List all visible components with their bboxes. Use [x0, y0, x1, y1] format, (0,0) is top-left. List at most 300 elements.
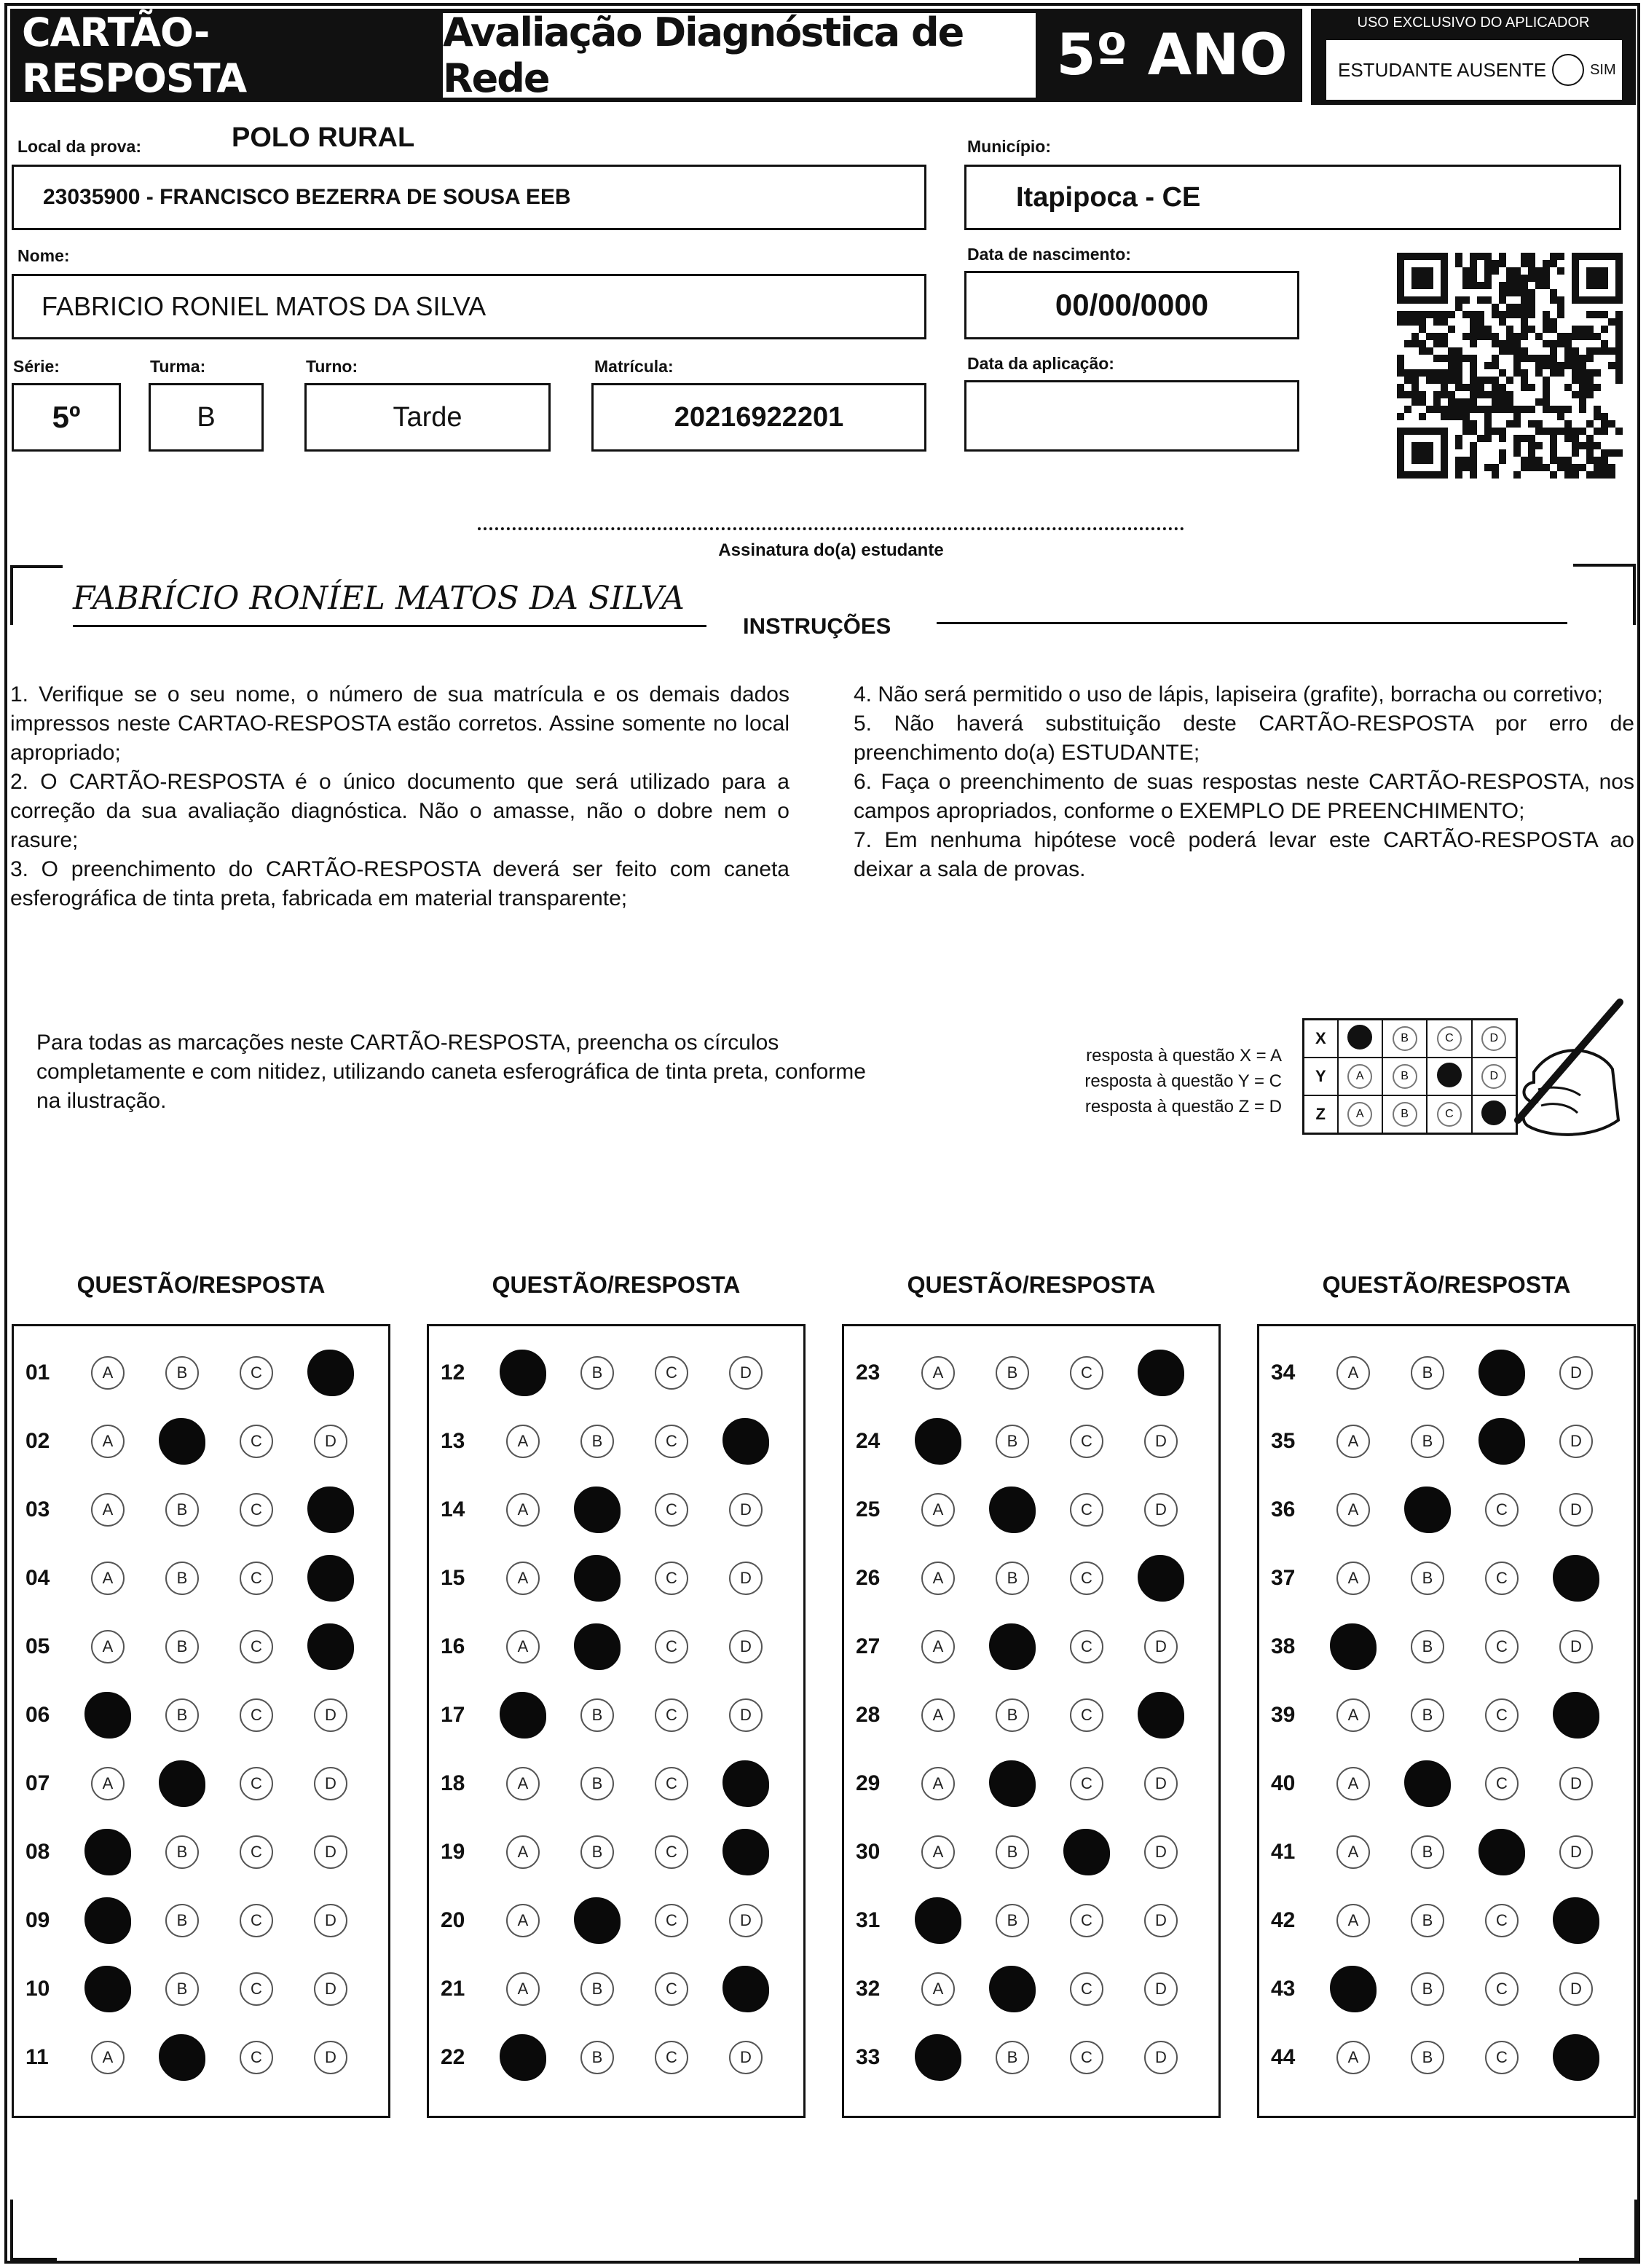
answer-bubble-d[interactable]: D [314, 1425, 347, 1458]
answer-bubble-b[interactable]: B [580, 1425, 614, 1458]
signature-label: Assinatura do(a) estudante [718, 540, 944, 560]
example-legend [991, 1043, 1282, 1119]
question-number: 44 [1271, 2045, 1296, 2069]
answer-bubble-a[interactable]: A [1336, 1425, 1370, 1458]
qr-code [1397, 252, 1623, 479]
answer-row [14, 1693, 388, 1737]
answer-row [429, 1420, 803, 1463]
answer-row [429, 1762, 803, 1806]
answer-bubble-b[interactable]: B [580, 1356, 614, 1390]
answer-bubble-b-marked[interactable] [159, 2034, 205, 2081]
answer-bubble-c[interactable]: C [655, 1630, 688, 1663]
answer-bubble-c[interactable]: C [1485, 1698, 1519, 1732]
answer-column-1 [12, 1324, 390, 2118]
answer-bubble-a[interactable]: A [921, 1972, 955, 2006]
answer-row [844, 1556, 1218, 1600]
answer-bubble-a[interactable]: A [91, 1562, 125, 1595]
answer-bubble-b[interactable]: B [996, 1562, 1029, 1595]
instructions-right [854, 680, 1634, 884]
answer-bubble-a[interactable]: A [506, 1425, 540, 1458]
answer-bubble-a[interactable]: A [506, 1493, 540, 1527]
answer-bubble-c[interactable]: C [1070, 1904, 1103, 1937]
answer-bubble-b[interactable]: B [165, 1835, 199, 1869]
answer-bubble-a-marked[interactable] [500, 1350, 546, 1396]
answer-bubble-b[interactable]: B [165, 1493, 199, 1527]
answer-bubble-a[interactable]: A [1336, 1356, 1370, 1390]
answer-bubble-a[interactable]: A [1336, 1698, 1370, 1732]
answer-row [429, 1693, 803, 1737]
answer-bubble-c[interactable]: C [1485, 1767, 1519, 1800]
answer-bubble-c[interactable]: C [240, 1835, 273, 1869]
answer-bubble-b-marked[interactable] [574, 1555, 621, 1602]
answer-bubble-d[interactable]: D [1144, 1630, 1178, 1663]
example-bubble-a: A [1347, 1102, 1372, 1127]
example-bubble-b: B [1393, 1026, 1417, 1051]
answer-bubble-d-marked[interactable] [1138, 1555, 1184, 1602]
answer-bubble-a-marked[interactable] [915, 1897, 961, 1944]
answer-bubble-a-marked[interactable] [500, 2034, 546, 2081]
answer-bubble-a[interactable]: A [921, 1835, 955, 1869]
answer-bubble-c[interactable]: C [1485, 1972, 1519, 2006]
instruction-6: 6. Faça o preenchimento de suas respostas neste CARTÃO-RESPOSTA, nos campos apropriados, conforme o EXEMPLO DE PREENCHIMENTO; [854, 770, 1634, 823]
answer-bubble-c[interactable]: C [1070, 2041, 1103, 2074]
answer-bubble-d-marked[interactable] [307, 1623, 354, 1670]
instructions-left [10, 680, 789, 913]
answer-bubble-b[interactable]: B [580, 1698, 614, 1732]
answer-bubble-d[interactable]: D [1144, 1904, 1178, 1937]
answer-bubble-b[interactable]: B [165, 1698, 199, 1732]
turma-field [149, 383, 264, 452]
serie-value: 5º [52, 400, 81, 434]
answer-bubble-d[interactable]: D [729, 1698, 763, 1732]
question-number: 04 [25, 1566, 50, 1590]
answer-bubble-b-marked[interactable] [989, 1623, 1036, 1670]
question-number: 11 [25, 2045, 49, 2069]
answer-bubble-b[interactable]: B [1411, 1972, 1444, 2006]
answer-bubble-d[interactable]: D [729, 1562, 763, 1595]
example-row [1304, 1058, 1517, 1095]
answer-row [1259, 1693, 1634, 1737]
answer-bubble-c[interactable]: C [1485, 1562, 1519, 1595]
answer-bubble-d[interactable]: D [314, 1904, 347, 1937]
answer-bubble-a[interactable]: A [1336, 1493, 1370, 1527]
example-text: Para todas as marcações neste CARTÃO-RESPOSTA, preencha os círculos completamente e com nitidez, utilizando caneta esferográfica de tinta preta, conforme na ilustração. [36, 1031, 866, 1113]
answer-row [1259, 1556, 1634, 1600]
answer-bubble-a-marked[interactable] [84, 1897, 131, 1944]
answer-row [1259, 1625, 1634, 1669]
question-number: 05 [25, 1634, 50, 1658]
answer-row [1259, 1967, 1634, 2011]
answer-bubble-c[interactable]: C [655, 1493, 688, 1527]
question-number: 18 [441, 1771, 465, 1795]
answer-bubble-d-marked[interactable] [1553, 1897, 1599, 1944]
turno-label: Turno: [306, 357, 358, 376]
answer-bubble-b[interactable]: B [165, 1972, 199, 2006]
question-number: 36 [1271, 1497, 1296, 1521]
signature-underline [73, 625, 706, 627]
answer-bubble-d[interactable]: D [1559, 1972, 1593, 2006]
answer-bubble-b[interactable]: B [996, 1356, 1029, 1390]
answer-bubble-a-marked[interactable] [84, 1966, 131, 2012]
answer-row [429, 1351, 803, 1395]
answer-bubble-a[interactable]: A [506, 1767, 540, 1800]
answer-row [14, 1899, 388, 1942]
nome-field [12, 274, 926, 339]
serie-field [12, 383, 121, 452]
example-cell [1427, 1020, 1471, 1058]
answer-bubble-c[interactable]: C [240, 1767, 273, 1800]
answer-bubble-c-marked[interactable] [1478, 1350, 1525, 1396]
example-row-label: Y [1304, 1058, 1338, 1095]
answer-bubble-b[interactable]: B [996, 2041, 1029, 2074]
answer-bubble-d[interactable]: D [729, 1356, 763, 1390]
answer-bubble-a[interactable]: A [1336, 1835, 1370, 1869]
answer-bubble-a[interactable]: A [1336, 2041, 1370, 2074]
answer-bubble-c[interactable]: C [1485, 1904, 1519, 1937]
answer-bubble-c-marked[interactable] [1063, 1829, 1110, 1875]
question-number: 13 [441, 1429, 465, 1453]
answer-row [429, 1899, 803, 1942]
answer-bubble-a[interactable]: A [91, 1425, 125, 1458]
answer-bubble-d[interactable]: D [1144, 1425, 1178, 1458]
answer-row [14, 2036, 388, 2079]
column-title-2: QUESTÃO/RESPOSTA [492, 1272, 741, 1298]
answer-bubble-a[interactable]: A [91, 1493, 125, 1527]
answer-bubble-d-marked[interactable] [722, 1829, 769, 1875]
answer-bubble-a[interactable]: A [91, 1767, 125, 1800]
answer-bubble-c[interactable]: C [655, 1835, 688, 1869]
answer-bubble-d-marked[interactable] [1553, 1692, 1599, 1739]
answer-bubble-d[interactable]: D [729, 1904, 763, 1937]
answer-bubble-c[interactable]: C [1070, 1698, 1103, 1732]
answer-row [1259, 1830, 1634, 1874]
answer-bubble-c[interactable]: C [240, 1425, 273, 1458]
answer-row [14, 1967, 388, 2011]
answer-bubble-d[interactable]: D [729, 1493, 763, 1527]
answer-bubble-b-marked[interactable] [989, 1487, 1036, 1533]
matricula-label: Matrícula: [594, 357, 674, 376]
applicator-label: USO EXCLUSIVO DO APLICADOR [1357, 14, 1590, 31]
answer-bubble-b[interactable]: B [1411, 1425, 1444, 1458]
answer-bubble-a[interactable]: A [921, 1562, 955, 1595]
answer-row [14, 1351, 388, 1395]
answer-bubble-a[interactable]: A [921, 1493, 955, 1527]
answer-bubble-b[interactable]: B [580, 2041, 614, 2074]
answer-bubble-d-marked[interactable] [1553, 2034, 1599, 2081]
answer-bubble-d-marked[interactable] [722, 1418, 769, 1465]
answer-bubble-b-marked[interactable] [574, 1487, 621, 1533]
school-value: 23035900 - FRANCISCO BEZERRA DE SOUSA EEB [43, 185, 571, 209]
example-bubble-a: A [1347, 1064, 1372, 1089]
question-number: 06 [25, 1703, 50, 1727]
absent-label: ESTUDANTE AUSENTE [1338, 58, 1547, 81]
answer-bubble-c[interactable]: C [1485, 1630, 1519, 1663]
answer-bubble-d[interactable]: D [1559, 1356, 1593, 1390]
answer-bubble-b[interactable]: B [580, 1767, 614, 1800]
answer-bubble-b[interactable]: B [1411, 1562, 1444, 1595]
example-cell [1427, 1095, 1471, 1134]
answer-bubble-a[interactable]: A [91, 1356, 125, 1390]
question-number: 07 [25, 1771, 50, 1795]
answer-bubble-b[interactable]: B [165, 1562, 199, 1595]
answer-bubble-c[interactable]: C [240, 1630, 273, 1663]
answer-bubble-d[interactable]: D [314, 1698, 347, 1732]
answer-bubble-b-marked[interactable] [989, 1966, 1036, 2012]
answer-bubble-c[interactable]: C [655, 1356, 688, 1390]
question-number: 31 [856, 1908, 881, 1932]
instruction-1: 1. Verifique se o seu nome, o número de sua matrícula e os demais dados impressos neste CARTAO-RESPOSTA estão corretos. Assine somente no local apropriado; [10, 682, 789, 765]
answer-bubble-b[interactable]: B [996, 1904, 1029, 1937]
answer-bubble-a-marked[interactable] [84, 1829, 131, 1875]
example-bubble-b: B [1393, 1102, 1417, 1127]
absent-yes-label: SIM [1590, 61, 1616, 78]
answer-bubble-b[interactable]: B [1411, 1835, 1444, 1869]
answer-bubble-a[interactable]: A [921, 1630, 955, 1663]
answer-bubble-a[interactable]: A [506, 1835, 540, 1869]
answer-bubble-b-marked[interactable] [159, 1418, 205, 1465]
answer-bubble-c[interactable]: C [240, 2041, 273, 2074]
answer-bubble-b-marked[interactable] [1404, 1487, 1451, 1533]
grade-title: 5º ANO [1056, 23, 1288, 88]
answer-bubble-b[interactable]: B [996, 1698, 1029, 1732]
example-bubble-c: C [1437, 1026, 1462, 1051]
answer-row [844, 1693, 1218, 1737]
answer-bubble-c-marked[interactable] [1478, 1418, 1525, 1465]
answer-bubble-b[interactable]: B [1411, 1698, 1444, 1732]
question-number: 20 [441, 1908, 465, 1932]
answer-bubble-d-marked[interactable] [307, 1555, 354, 1602]
answer-bubble-a-marked[interactable] [915, 2034, 961, 2081]
answer-bubble-a-marked[interactable] [500, 1692, 546, 1739]
answer-row [844, 2036, 1218, 2079]
answer-bubble-a[interactable]: A [506, 1972, 540, 2006]
answer-column-4 [1257, 1324, 1636, 2118]
answer-bubble-d[interactable]: D [1559, 1493, 1593, 1527]
answer-bubble-c[interactable]: C [240, 1562, 273, 1595]
answer-bubble-b-marked[interactable] [574, 1623, 621, 1670]
answer-bubble-c[interactable]: C [240, 1698, 273, 1732]
answer-bubble-d[interactable]: D [1144, 1493, 1178, 1527]
answer-bubble-a-marked[interactable] [1330, 1966, 1377, 2012]
example-cell [1382, 1058, 1427, 1095]
example-row [1304, 1020, 1517, 1058]
answer-bubble-d[interactable]: D [1559, 1425, 1593, 1458]
example-grid [1302, 1018, 1518, 1135]
answer-bubble-b[interactable]: B [165, 1356, 199, 1390]
question-number: 38 [1271, 1634, 1296, 1658]
answer-row [14, 1556, 388, 1600]
example-legend-x: resposta à questão X = A [1086, 1046, 1282, 1066]
nome-value: FABRICIO RONIEL MATOS DA SILVA [42, 291, 487, 321]
answer-bubble-d[interactable]: D [1144, 1972, 1178, 2006]
instruction-4: 4. Não será permitido o uso de lápis, lapiseira (grafite), borracha ou corretivo; [854, 682, 1603, 706]
answer-bubble-a[interactable]: A [921, 1767, 955, 1800]
answer-bubble-a[interactable]: A [921, 1356, 955, 1390]
answer-bubble-d-marked[interactable] [307, 1350, 354, 1396]
answer-bubble-a[interactable]: A [1336, 1767, 1370, 1800]
answer-bubble-a[interactable]: A [91, 1630, 125, 1663]
card-title: CARTÃO-RESPOSTA [22, 9, 247, 101]
answer-bubble-a-marked[interactable] [915, 1418, 961, 1465]
answer-bubble-d-marked[interactable] [722, 1760, 769, 1807]
question-number: 28 [856, 1703, 881, 1727]
answer-bubble-a[interactable]: A [506, 1562, 540, 1595]
municipio-field [964, 165, 1621, 230]
question-number: 17 [441, 1703, 465, 1727]
answer-bubble-d[interactable]: D [314, 1835, 347, 1869]
answer-bubble-b-marked[interactable] [159, 1760, 205, 1807]
answer-bubble-c-marked[interactable] [1478, 1829, 1525, 1875]
answer-bubble-a[interactable]: A [1336, 1904, 1370, 1937]
answer-bubble-b[interactable]: B [165, 1904, 199, 1937]
question-number: 39 [1271, 1703, 1296, 1727]
answer-bubble-b-marked[interactable] [574, 1897, 621, 1944]
answer-bubble-c[interactable]: C [655, 1767, 688, 1800]
example-row-label: Z [1304, 1095, 1338, 1134]
answer-bubble-a[interactable]: A [1336, 1562, 1370, 1595]
answer-bubble-c[interactable]: C [240, 1493, 273, 1527]
answer-bubble-b-marked[interactable] [1404, 1760, 1451, 1807]
nome-label: Nome: [17, 246, 70, 265]
answer-bubble-c[interactable]: C [655, 1904, 688, 1937]
serie-label: Série: [13, 357, 60, 376]
answer-bubble-d-marked[interactable] [307, 1487, 354, 1533]
answer-bubble-a[interactable]: A [921, 1698, 955, 1732]
student-signature: FABRÍCIO RONÍEL MATOS DA SILVA [73, 580, 685, 617]
example-cell [1427, 1058, 1471, 1095]
question-number: 08 [25, 1840, 50, 1864]
matricula-value: 20216922201 [674, 401, 844, 433]
answer-bubble-d[interactable]: D [314, 1972, 347, 2006]
answer-bubble-d[interactable]: D [1144, 1835, 1178, 1869]
answer-row [1259, 1762, 1634, 1806]
example-bubble-b: B [1393, 1064, 1417, 1089]
answer-bubble-d[interactable]: D [729, 1630, 763, 1663]
answer-bubble-c[interactable]: C [655, 1562, 688, 1595]
absent-bubble[interactable] [1552, 54, 1584, 86]
answer-bubble-c[interactable]: C [1485, 1493, 1519, 1527]
answer-bubble-d[interactable]: D [314, 2041, 347, 2074]
answer-bubble-c[interactable]: C [655, 2041, 688, 2074]
answer-bubble-d-marked[interactable] [722, 1966, 769, 2012]
nascimento-field [964, 271, 1299, 339]
answer-row [844, 1762, 1218, 1806]
question-number: 30 [856, 1840, 881, 1864]
answer-column-3 [842, 1324, 1221, 2118]
aplicacao-field[interactable] [964, 380, 1299, 452]
answer-bubble-c[interactable]: C [1070, 1767, 1103, 1800]
answer-row [429, 1488, 803, 1532]
answer-row [1259, 1420, 1634, 1463]
answer-bubble-c[interactable]: C [655, 1698, 688, 1732]
turno-field [304, 383, 551, 452]
answer-bubble-d[interactable]: D [314, 1767, 347, 1800]
pen-hand-icon [1490, 996, 1629, 1142]
answer-bubble-c[interactable]: C [1070, 1562, 1103, 1595]
signature-line [478, 527, 1184, 530]
answer-bubble-d[interactable]: D [1559, 1630, 1593, 1663]
answer-bubble-a-marked[interactable] [1330, 1623, 1377, 1670]
question-number: 14 [441, 1497, 465, 1521]
question-number: 33 [856, 2045, 881, 2069]
answer-bubble-c[interactable]: C [1070, 1630, 1103, 1663]
answer-bubble-c[interactable]: C [1070, 1972, 1103, 2006]
answer-bubble-c[interactable]: C [240, 1972, 273, 2006]
answer-bubble-c[interactable]: C [1485, 2041, 1519, 2074]
answer-bubble-a[interactable]: A [91, 2041, 125, 2074]
nascimento-value: 00/00/0000 [1055, 288, 1209, 322]
answer-bubble-d-marked[interactable] [1138, 1692, 1184, 1739]
question-number: 02 [25, 1429, 50, 1453]
answer-bubble-c[interactable]: C [655, 1425, 688, 1458]
answer-bubble-c[interactable]: C [240, 1904, 273, 1937]
answer-bubble-b-marked[interactable] [989, 1760, 1036, 1807]
question-number: 40 [1271, 1771, 1296, 1795]
answer-bubble-c[interactable]: C [655, 1972, 688, 2006]
answer-bubble-b[interactable]: B [1411, 2041, 1444, 2074]
answer-bubble-a-marked[interactable] [84, 1692, 131, 1739]
answer-bubble-a[interactable]: A [506, 1630, 540, 1663]
answer-row [429, 1967, 803, 2011]
answer-bubble-b[interactable]: B [996, 1835, 1029, 1869]
answer-bubble-b[interactable]: B [1411, 1904, 1444, 1937]
exam-title: Avaliação Diagnóstica de Rede [443, 13, 1036, 98]
answer-bubble-c[interactable]: C [1070, 1493, 1103, 1527]
question-number: 24 [856, 1429, 881, 1453]
question-number: 22 [441, 2045, 465, 2069]
answer-row [429, 1556, 803, 1600]
example-legend-z: resposta à questão Z = D [1084, 1097, 1282, 1117]
answer-row [844, 1351, 1218, 1395]
answer-bubble-c[interactable]: C [1070, 1356, 1103, 1390]
answer-bubble-d-marked[interactable] [1553, 1555, 1599, 1602]
local-label: Local da prova: [17, 137, 141, 156]
answer-column-2 [427, 1324, 806, 2118]
question-number: 25 [856, 1497, 881, 1521]
answer-row [14, 1762, 388, 1806]
column-title-4: QUESTÃO/RESPOSTA [1322, 1272, 1571, 1298]
answer-bubble-d[interactable]: D [1144, 1767, 1178, 1800]
question-number: 01 [25, 1361, 50, 1385]
answer-bubble-b[interactable]: B [996, 1425, 1029, 1458]
answer-bubble-d[interactable]: D [1559, 1835, 1593, 1869]
example-cell [1338, 1095, 1382, 1134]
instructions-rule [937, 622, 1567, 624]
question-number: 34 [1271, 1361, 1296, 1385]
question-number: 26 [856, 1566, 881, 1590]
question-number: 32 [856, 1977, 881, 2001]
answer-bubble-d[interactable]: D [1559, 1767, 1593, 1800]
answer-bubble-b[interactable]: B [1411, 1356, 1444, 1390]
question-number: 35 [1271, 1429, 1296, 1453]
example-legend-y: resposta à questão Y = C [1084, 1071, 1282, 1091]
answer-bubble-b[interactable]: B [165, 1630, 199, 1663]
question-number: 43 [1271, 1977, 1296, 2001]
answer-bubble-c[interactable]: C [240, 1356, 273, 1390]
answer-row [1259, 2036, 1634, 2079]
answer-bubble-b[interactable]: B [580, 1835, 614, 1869]
answer-bubble-d[interactable]: D [729, 2041, 763, 2074]
answer-bubble-d[interactable]: D [1144, 2041, 1178, 2074]
corner-bottom-right [1579, 2200, 1637, 2261]
answer-bubble-a[interactable]: A [506, 1904, 540, 1937]
question-number: 15 [441, 1566, 465, 1590]
answer-bubble-b[interactable]: B [580, 1972, 614, 2006]
answer-bubble-d-marked[interactable] [1138, 1350, 1184, 1396]
answer-bubble-c[interactable]: C [1070, 1425, 1103, 1458]
answer-row [14, 1488, 388, 1532]
answer-bubble-b[interactable]: B [1411, 1630, 1444, 1663]
